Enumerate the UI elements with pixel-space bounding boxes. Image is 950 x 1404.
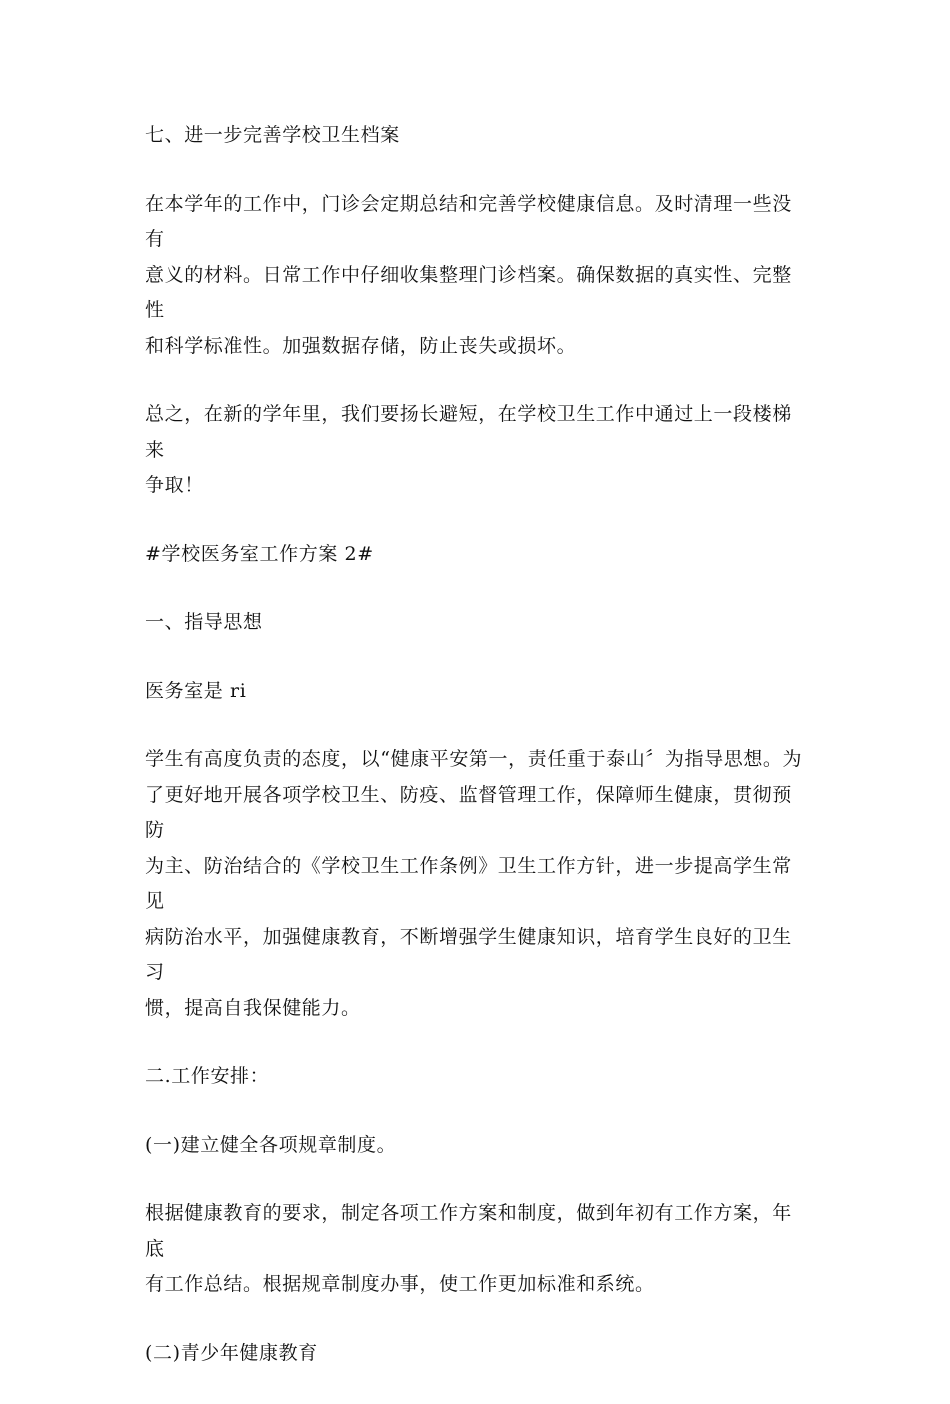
paragraph-guiding-thought-body: 学生有高度负责的态度，以“健康平安第一，责任重于泰山〞为指导思想。为 了更好地开展各项学校卫生、防疫、监督管理工作，保障师生健康，贯彻预防 为主、防治结合的《学校卫生工作条例》卫生工作方针，进一步提高学生常见 病防治水平，加强健康教育，不断增强学生健康知识，培育学生良好的卫生习 惯，提高自我保健能力。 (145, 748, 803, 1019)
subsection-heading-youth-health: (二)青少年健康教育 (145, 1341, 318, 1364)
paragraph-regulations-body: 根据健康教育的要求，制定各项工作方案和制度，做到年初有工作方案，年底 有工作总结。根据规章制度办事，使工作更加标准和系统。 (145, 1202, 792, 1295)
section-heading-archives: 七、进一步完善学校卫生档案 (145, 124, 400, 146)
paragraph-clinic-intro: 医务室是 ri (145, 679, 247, 702)
document-body (145, 118, 810, 1404)
subsection-heading-regulations: (一)建立健全各项规章制度。 (145, 1133, 397, 1156)
paragraph-archives-body: 在本学年的工作中，门诊会定期总结和完善学校健康信息。及时清理一些没有 意义的材料。日常工作中仔细收集整理门诊档案。确保数据的真实性、完整性 和科学标准性。加强数据存储，防止丧失或损坏。 (145, 192, 792, 357)
paragraph-conclusion: 总之，在新的学年里，我们要扬长避短，在学校卫生工作中通过上一段楼梯来 争取！ (145, 403, 792, 496)
document-title-plan-2: #学校医务室工作方案 2# (145, 542, 374, 565)
section-heading-guiding-thought: 一、指导思想 (145, 611, 263, 633)
section-heading-work-arrangement: 二.工作安排： (145, 1065, 270, 1087)
